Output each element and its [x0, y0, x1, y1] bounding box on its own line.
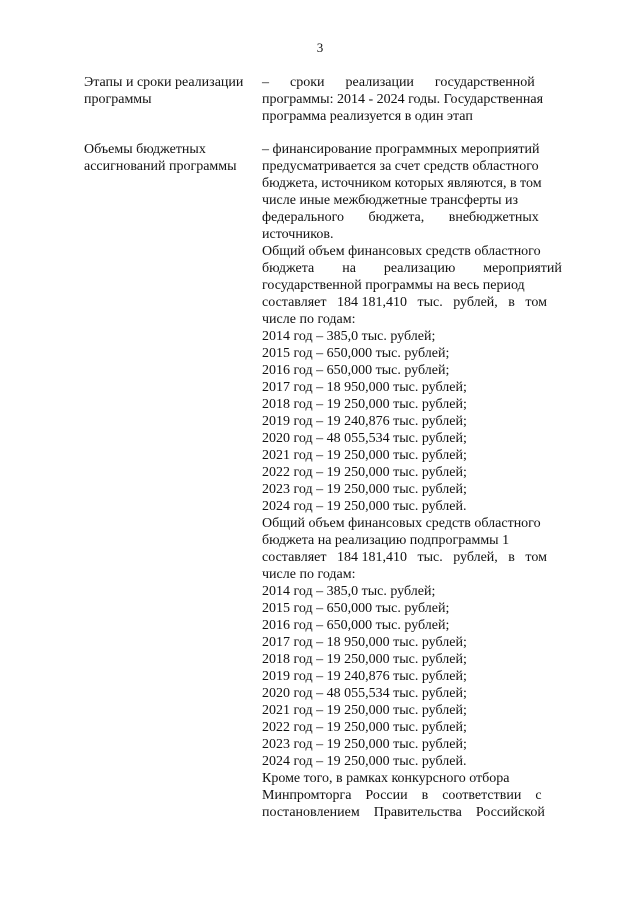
subprogram-years-list — [262, 583, 570, 770]
label-line: Этапы и сроки реализации — [84, 75, 244, 90]
year-line: 2023 год – 19 250,000 тыс. рублей; — [262, 482, 467, 497]
year-line: 2015 год – 650,000 тыс. рублей; — [262, 601, 450, 616]
year-line: 2022 год – 19 250,000 тыс. рублей; — [262, 465, 467, 480]
text-line: государственной программы на весь период — [262, 278, 525, 293]
year-line: 2018 год – 19 250,000 тыс. рублей; — [262, 652, 467, 667]
text-line: предусматривается за счет средств областного — [262, 159, 539, 174]
year-line: 2024 год – 19 250,000 тыс. рублей. — [262, 499, 467, 514]
year-line: 2024 год – 19 250,000 тыс. рублей. — [262, 754, 467, 769]
text-line: бюджета на реализацию мероприятий — [262, 261, 562, 276]
text-line: источников. — [262, 227, 334, 242]
text-line: программа реализуется в один этап — [262, 109, 473, 124]
text-line: Минпромторга России в соответствии с — [262, 788, 542, 803]
label-line: Объемы бюджетных — [84, 142, 206, 157]
subprogram-total-paragraph — [262, 515, 570, 583]
year-line: 2021 год – 19 250,000 тыс. рублей; — [262, 448, 467, 463]
text-line: бюджета, источником которых являются, в том — [262, 176, 542, 191]
budget-allocations-text — [262, 141, 570, 821]
year-line: 2015 год – 650,000 тыс. рублей; — [262, 346, 450, 361]
year-line: 2020 год – 48 055,534 тыс. рублей; — [262, 431, 467, 446]
text-line: постановлением Правительства Российской — [262, 805, 545, 820]
text-line: – финансирование программных мероприятий — [262, 142, 540, 157]
text-line: Общий объем финансовых средств областного — [262, 244, 541, 259]
additional-funding-paragraph — [262, 770, 570, 821]
year-line: 2017 год – 18 950,000 тыс. рублей; — [262, 635, 467, 650]
program-years-list — [262, 328, 570, 515]
text-line: числе по годам: — [262, 567, 356, 582]
year-line: 2022 год – 19 250,000 тыс. рублей; — [262, 720, 467, 735]
year-line: 2019 год – 19 240,876 тыс. рублей; — [262, 414, 467, 429]
year-line: 2021 год – 19 250,000 тыс. рублей; — [262, 703, 467, 718]
year-line: 2017 год – 18 950,000 тыс. рублей; — [262, 380, 467, 395]
program-total-paragraph — [262, 243, 570, 328]
text-line: составляет 184 181,410 тыс. рублей, в том — [262, 295, 547, 310]
stages-and-terms-text — [262, 74, 570, 125]
year-line: 2020 год – 48 055,534 тыс. рублей; — [262, 686, 467, 701]
year-line: 2016 год – 650,000 тыс. рублей; — [262, 618, 450, 633]
page-number: 3 — [316, 40, 324, 55]
year-line: 2014 год – 385,0 тыс. рублей; — [262, 329, 436, 344]
text-line: числе по годам: — [262, 312, 356, 327]
year-line: 2018 год – 19 250,000 тыс. рублей; — [262, 397, 467, 412]
year-line: 2016 год – 650,000 тыс. рублей; — [262, 363, 450, 378]
label-line: ассигнований программы — [84, 159, 237, 174]
label-line: программы — [84, 92, 152, 107]
label-stages-and-terms — [84, 74, 252, 108]
text-line: числе иные межбюджетные трансферты из — [262, 193, 519, 208]
text-line: Кроме того, в рамках конкурсного отбора — [262, 771, 510, 786]
text-line: составляет 184 181,410 тыс. рублей, в том — [262, 550, 547, 565]
year-line: 2019 год – 19 240,876 тыс. рублей; — [262, 669, 467, 684]
year-line: 2023 год – 19 250,000 тыс. рублей; — [262, 737, 467, 752]
text-line: Общий объем финансовых средств областного — [262, 516, 541, 531]
label-budget-allocations — [84, 141, 252, 175]
text-line: бюджета на реализацию подпрограммы 1 — [262, 533, 510, 548]
text-line: федерального бюджета, внебюджетных — [262, 210, 539, 225]
year-line: 2014 год – 385,0 тыс. рублей; — [262, 584, 436, 599]
text-line: программы: 2014 - 2024 годы. Государственная — [262, 92, 544, 107]
text-line: – сроки реализации государственной — [262, 75, 535, 90]
funding-intro-paragraph — [262, 141, 570, 243]
